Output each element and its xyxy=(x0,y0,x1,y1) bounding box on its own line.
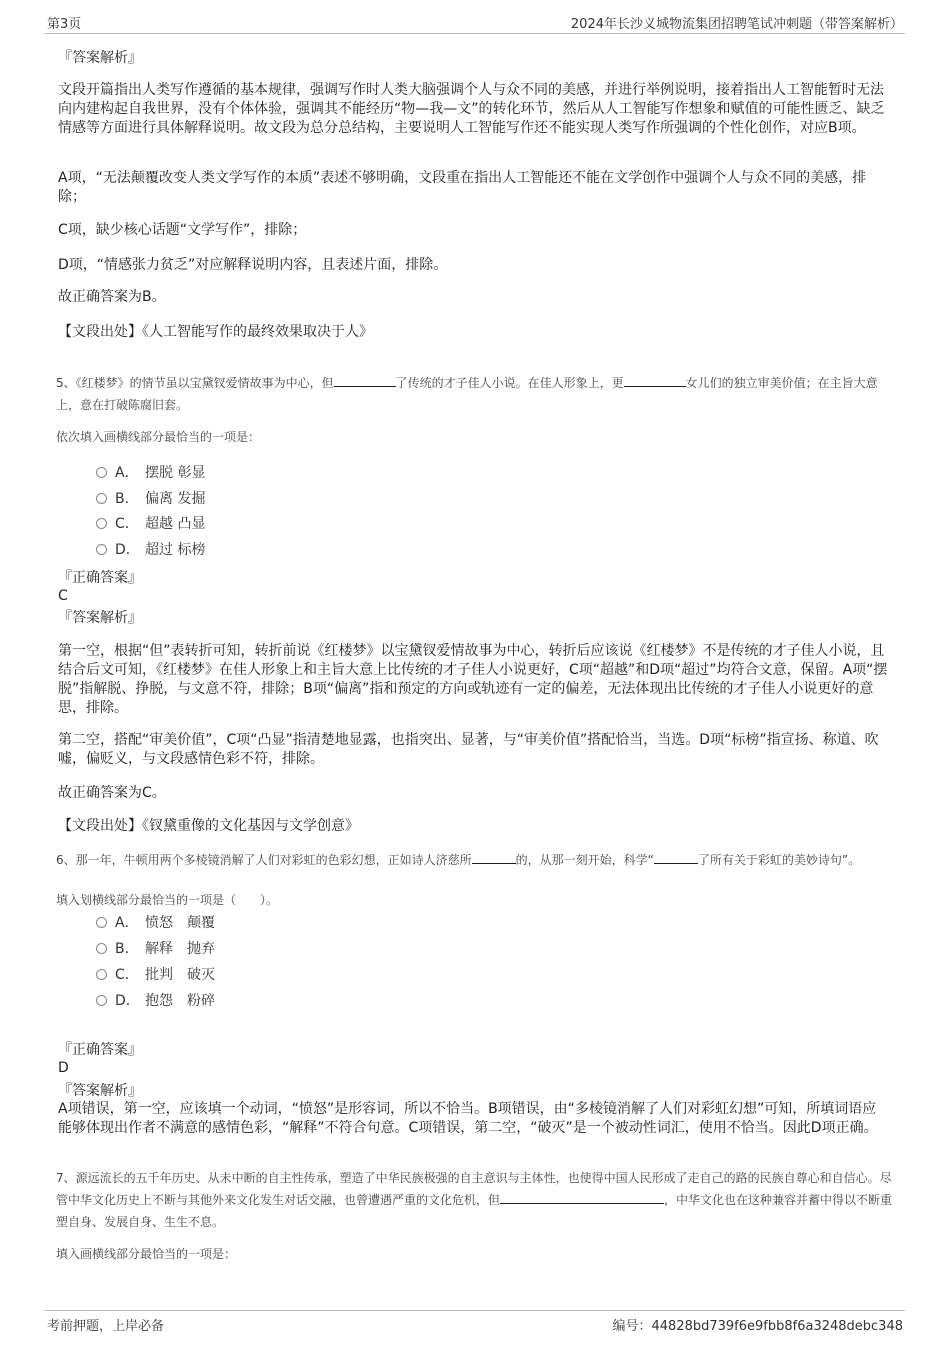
option-a[interactable]: A． 摆脱 彰显 xyxy=(96,463,205,483)
radio-icon[interactable] xyxy=(96,544,107,555)
page-header xyxy=(45,0,905,34)
analysis-label: 『答案解析』 xyxy=(58,610,142,626)
analysis-paragraph: A项，“无法颠覆改变人类文学写作的本质”表述不够明确，文段重在指出人工智能还不能在文学创作中强调个人与众不同的美感，排除； xyxy=(58,170,867,205)
option-c[interactable]: C． 批判 破灭 xyxy=(96,965,215,985)
question-prompt: 填入画横线部分最恰当的一项是： xyxy=(56,1247,237,1261)
footer-slogan: 考前押题，上岸必备 xyxy=(47,1319,165,1334)
analysis-paragraph: 第二空，搭配“审美价值”，C项“凸显”指清楚地显露，也指突出、显著，与“审美价值”搭配恰当，当选。D项“标榜”指宣扬、称道、吹嘘，偏贬义，与文段感情色彩不符，排除。 xyxy=(58,732,879,767)
analysis-paragraph: A项错误，第一空，应该填一个动词，“愤怒”是形容词，所以不恰当。B项错误，由“多棱镜消解了人们对彩虹幻想”可知，所填词语应能够体现出作者不满意的感情色彩，“解释”不符合句意。C项错误，第二空，“破灭”是一个被动性词汇，使用不恰当。因此D项正确。 xyxy=(58,1101,878,1136)
radio-icon[interactable] xyxy=(96,969,107,980)
analysis-paragraph: D项，“情感张力贫乏”对应解释说明内容，且表述片面，排除。 xyxy=(58,257,448,273)
option-a[interactable]: A． 愤怒 颠覆 xyxy=(96,913,215,933)
document-id: 编号：44828bd739f6e9fbb8f6a3248debc348 xyxy=(612,1319,903,1334)
answer-conclusion: 故正确答案为C。 xyxy=(58,785,166,801)
radio-icon[interactable] xyxy=(96,493,107,504)
analysis-label: 『答案解析』 xyxy=(58,1083,142,1099)
document-title: 2024年长沙义城物流集团招聘笔试冲刺题（带答案解析） xyxy=(570,17,903,32)
correct-answer: C xyxy=(58,588,68,604)
radio-icon[interactable] xyxy=(96,995,107,1006)
analysis-paragraph: 文段开篇指出人类写作遵循的基本规律，强调写作时人类大脑强调个人与众不同的美感，并进行举例说明，接着指出人工智能暂时无法向内建构起自我世界，没有个体体验，强调其不能经历“物—我—文”的转化环节，然后从人工智能写作想象和赋值的可能性匮乏、缺乏情感等方面进行具体解释说明。故文段为总分总结构，主要说明人工智能写作还不能实现人类写作所强调的个性化创作，对应B项。 xyxy=(58,82,885,136)
question-prompt: 依次填入画横线部分最恰当的一项是： xyxy=(56,430,261,444)
option-b[interactable]: B． 偏离 发掘 xyxy=(96,489,205,509)
answer-conclusion: 故正确答案为B。 xyxy=(58,289,166,305)
radio-icon[interactable] xyxy=(96,518,107,529)
question-stem: 6、那一年，牛顿用两个多棱镜消解了人们对彩虹的色彩幻想，正如诗人济慈所 的，从那一刻开始，科学“ 了所有关于彩虹的美妙诗句”。 xyxy=(56,853,861,867)
fill-blank xyxy=(654,851,698,864)
option-d[interactable]: D． 抱怨 粉碎 xyxy=(96,991,215,1011)
correct-answer: D xyxy=(58,1060,69,1076)
question-stem: 5、《红楼梦》的情节虽以宝黛钗爱情故事为中心，但 了传统的才子佳人小说。在佳人形象上，更 女儿们的独立审美价值；在主旨大意上，意在打破陈腐旧套。 xyxy=(56,376,878,412)
answer-label: 『正确答案』 xyxy=(58,1042,142,1058)
option-d[interactable]: D． 超过 标榜 xyxy=(96,540,205,560)
question-prompt: 填入划横线部分最恰当的一项是（ ）。 xyxy=(56,893,279,907)
radio-icon[interactable] xyxy=(96,467,107,478)
analysis-paragraph: C项，缺少核心话题“文学写作”，排除； xyxy=(58,222,307,238)
radio-icon[interactable] xyxy=(96,917,107,928)
page-footer xyxy=(45,1310,905,1334)
analysis-label: 『答案解析』 xyxy=(58,50,142,66)
analysis-paragraph: 第一空，根据“但”表转折可知，转折前说《红楼梦》以宝黛钗爱情故事为中心，转折后应该说《红楼梦》不是传统的才子佳人小说，且结合后文可知，《红楼梦》在佳人形象上和主旨大意上比传统的才子佳人小说更好，C项“超越”和D项“超过”均符合文意，保留。A项“摆脱”指解脱、挣脱，与文意不符，排除；B项“偏离”指和预定的方向或轨迹有一定的偏差，无法体现出比传统的才子佳人小说更好的意思，排除。 xyxy=(58,643,888,716)
fill-blank xyxy=(472,851,516,864)
radio-icon[interactable] xyxy=(96,943,107,954)
fill-blank xyxy=(624,374,686,387)
fill-blank xyxy=(500,1191,664,1204)
option-c[interactable]: C． 超越 凸显 xyxy=(96,514,205,534)
question-stem: 7、源远流长的五千年历史、从未中断的自主性传承，塑造了中华民族极强的自主意识与主体性，也使得中国人民形成了走自己的路的民族自尊心和自信心。尽管中华文化历史上不断与其他外来文化发生对话交融，也曾遭遇严重的文化危机，但 ，中华文化也在这种兼容并蓄中得以不断重塑自身、发展自身、生生不息。 xyxy=(56,1171,893,1229)
source-citation: 【文段出处】《钗黛重像的文化基因与文学创意》 xyxy=(58,818,359,834)
fill-blank xyxy=(334,374,396,387)
source-citation: 【文段出处】《人工智能写作的最终效果取决于人》 xyxy=(58,324,373,340)
answer-label: 『正确答案』 xyxy=(58,570,142,586)
option-b[interactable]: B． 解释 抛弃 xyxy=(96,939,215,959)
page-number: 第3页 xyxy=(47,17,82,32)
